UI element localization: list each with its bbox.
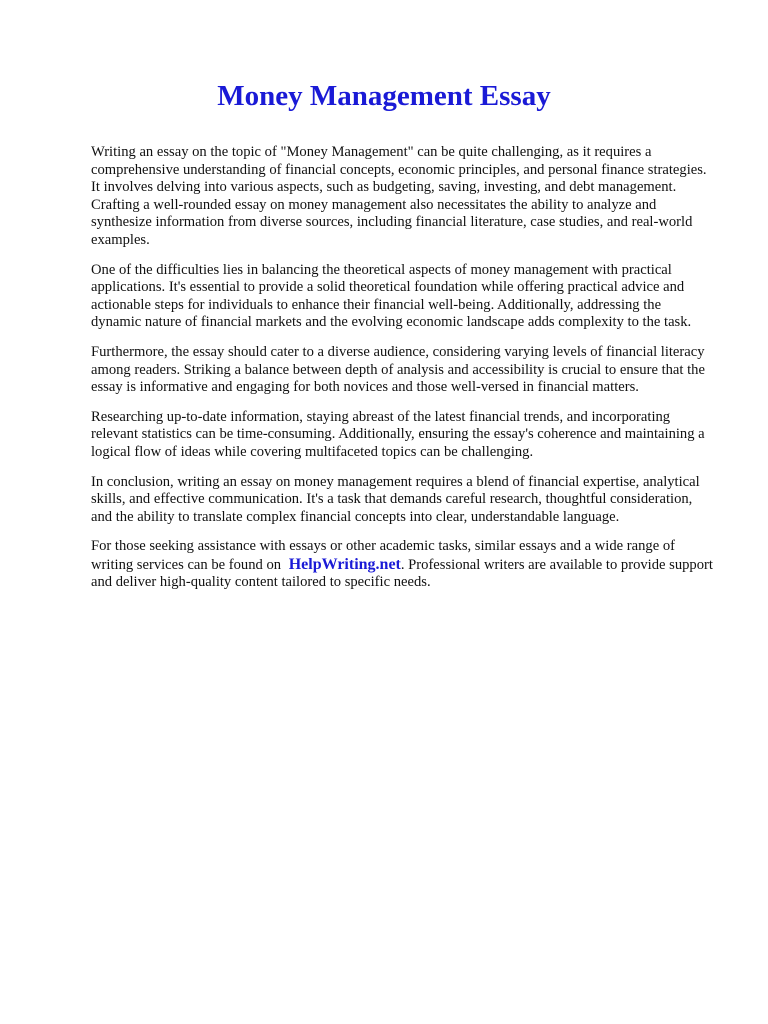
paragraph-conclusion: In conclusion, writing an essay on money management requires a blend of financial expertise, analytical skills, and effective communication. It's a task that demands careful research, thoughtful consideration, and the ability to translate complex financial concepts into clear, understandable language. xyxy=(91,473,700,525)
helpwriting-link[interactable]: HelpWriting.net xyxy=(288,555,401,573)
paragraph-research: Researching up-to-date information, staying abreast of the latest financial trends, and incorporating relevant statistics can be time-consuming. Additionally, ensuring the essay's coherence and maintaining a logical flow of ideas while covering multifaceted topics can be challenging. xyxy=(91,408,705,460)
paragraph-difficulties: One of the difficulties lies in balancing the theoretical aspects of money management with practical applications. It's essential to provide a solid theoretical foundation while offering practical advice and actionable steps for individuals to enhance their financial well-being. Additionally, addressing the dynamic nature of financial markets and the evolving economic landscape adds complexity to the task. xyxy=(91,261,692,331)
closing-text-before-link: For those seeking assistance with essays or other academic tasks, similar essays and a wide range of writing services can be found on xyxy=(91,538,675,573)
closing-text-after-link: . Professional writers are available to provide support and deliver high-quality content tailored to specific needs. xyxy=(91,556,713,591)
page-title: Money Management Essay xyxy=(217,80,551,112)
paragraph-audience: Furthermore, the essay should cater to a diverse audience, considering varying levels of financial literacy among readers. Striking a balance between depth of analysis and accessibility is crucial to ensure that the essay is informative and engaging for both novices and those well-versed in financial matters. xyxy=(91,343,705,396)
paragraph-closing xyxy=(91,538,714,592)
paragraph-intro: Writing an essay on the topic of "Money Management" can be quite challenging, as it requires a comprehensive understanding of financial concepts, economic principles, and personal finance strategies. It involves delving into various aspects, such as budgeting, saving, investing, and debt management. Crafting a well-rounded essay on money management also necessitates the ability to analyze and synthesize information from diverse sources, including financial literature, case studies, and real-world examples. xyxy=(91,144,707,248)
